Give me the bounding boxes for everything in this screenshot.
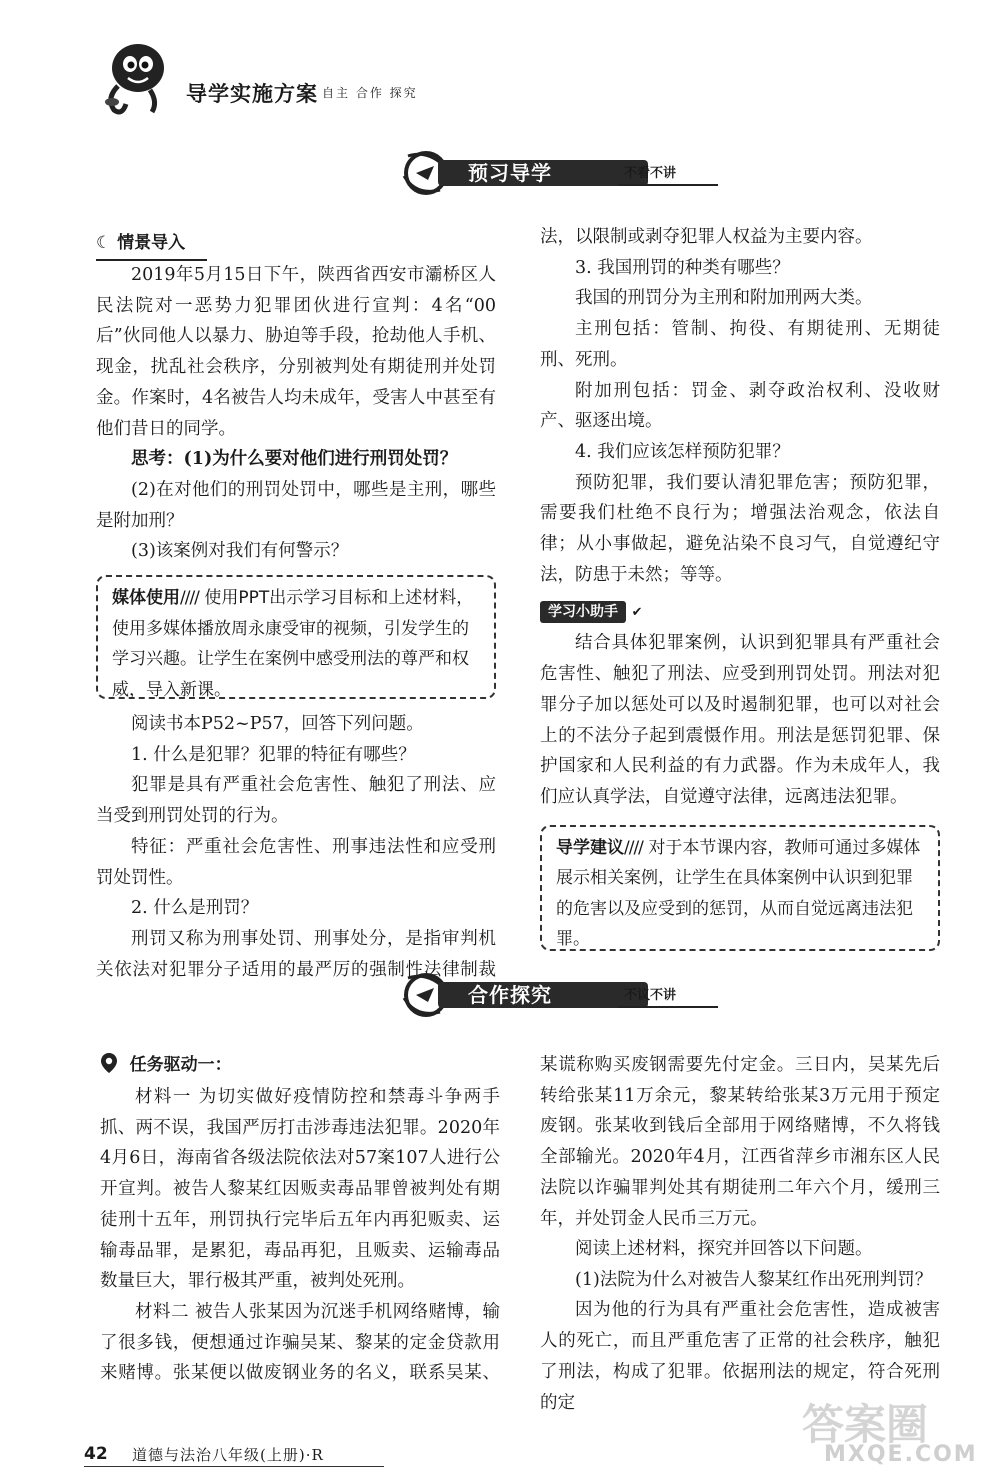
helper-text: 结合具体犯罪案例，认识到犯罪具有严重社会危害性、触犯了刑法、应受到刑罚处罚。刑法对犯罪分子加以惩处可以及时遏制犯罪，也可以对社会上的不法分子起到震慑作用。刑法是惩罚犯罪、保护国家和人民利益的有力武器。作为未成年人，我们应认真学法，自觉遵守法律，远离违法犯罪。 <box>540 633 940 807</box>
section-title: 合作探究 <box>468 983 552 1007</box>
reading-a3-additional: 附加刑包括：罚金、剥夺政治权利、没收财产、驱逐出境。 <box>540 380 940 432</box>
reading-intro: 阅读书本P52~P57，回答下列问题。 <box>131 714 424 735</box>
guide-box <box>540 825 940 951</box>
reading-a3-main: 我国的刑罚分为主刑和附加刑两大类。 <box>575 288 873 309</box>
banner-line <box>618 184 718 186</box>
reading-q4: 4. 我们应该怎样预防犯罪？ <box>575 441 790 462</box>
section-banner-explore <box>398 968 718 1022</box>
reading-a2-continued: 法，以限制或剥夺犯罪人权益为主要内容。 <box>540 227 873 247</box>
task-label: 任务驱动一： <box>129 1055 232 1075</box>
guide-box-label: 导学建议 <box>556 837 624 858</box>
reading-a1-features: 特征：严重社会危害性、刑事违法性和应受刑罚处罚性。 <box>96 836 496 888</box>
banner-line <box>618 1006 718 1008</box>
guide-box-text: 对于本节课内容，教师可通过多媒体展示相关案例，让学生在具体案例中认识到犯罪的危害以及应受到的惩罚，从而自觉远离违法犯罪。 <box>556 837 921 950</box>
location-pin-icon <box>100 1052 118 1074</box>
think-question-2: (2)在对他们的刑罚处罚中，哪些是主刑，哪些是附加刑？ <box>96 479 496 531</box>
media-box-label: 媒体使用 <box>112 588 180 609</box>
check-icon: ✔ <box>631 605 643 621</box>
page-number: 42 <box>84 1444 108 1464</box>
task-prompt: 阅读上述材料，探究并回答以下问题。 <box>575 1239 873 1259</box>
header-subtitle: 自主 合作 探究 <box>322 86 418 100</box>
helper-label: 学习小助手 <box>540 601 626 623</box>
material-1: 材料一 为切实做好疫情防控和禁毒斗争两手抓、两不误，我国严厉打击涉毒违法犯罪。2020年4月6日，海南省各级法院依法对57案107人进行公开宣判。被告人黎某红因贩卖毒品罪曾被判处有期徒刑十五年，刑罚执行完毕后五年内再犯贩卖、运输毒品罪，是累犯，毒品再犯，且贩卖、运输毒品数量巨大，罪行极其严重，被判处死刑。 <box>100 1087 500 1292</box>
task-a1: 因为他的行为具有严重社会危害性，造成被害人的死亡，而且严重危害了正常的社会秩序，触犯了刑法，构成了犯罪。依据刑法的规定，符合死刑的定 <box>540 1300 940 1413</box>
reading-q3: 3. 我国刑罚的种类有哪些？ <box>575 257 790 278</box>
footer-book-title: 道德与法治八年级(上册)·R <box>132 1446 324 1464</box>
reading-a4: 预防犯罪，我们要认清犯罪危害；预防犯罪，需要我们杜绝不良行为；增强法治观念，依法自律；从小事做起，避免沾染不良习气，自觉遵纪守法，防患于未然；等等。 <box>540 472 940 585</box>
think-question-3: (3)该案例对我们有何警示？ <box>131 541 349 562</box>
reading-q1: 1. 什么是犯罪？犯罪的特征有哪些？ <box>131 744 416 765</box>
intro-label: ☾ 情景导入 <box>96 228 207 261</box>
crescent-icon: ☾ <box>96 233 112 253</box>
header-title: 导学实施方案 <box>186 82 318 106</box>
mascot-logo <box>100 38 170 118</box>
section-subtitle: 不议不讲 <box>624 988 677 1003</box>
left-column-explore <box>100 1050 500 1389</box>
hatch-icon: //// <box>180 588 199 609</box>
reading-a3-principal: 主刑包括：管制、拘役、有期徒刑、无期徒刑、死刑。 <box>540 319 940 370</box>
right-column-explore <box>540 1050 940 1418</box>
reading-q2: 2. 什么是刑罚？ <box>131 898 259 919</box>
material-2: 材料二 被告人张某因为沉迷手机网络赌博，输了很多钱，便想通过诈骗吴某、黎某的定金贷款用来赌博。张某便以做废钢业务的名义，联系吴某、 <box>100 1301 500 1384</box>
reading-a1-definition: 犯罪是具有严重社会危害性、触犯了刑法、应当受到刑罚处罚的行为。 <box>96 775 496 827</box>
hatch-icon: //// <box>624 837 643 858</box>
think-question-1: 思考：(1)为什么要对他们进行刑罚处罚？ <box>131 449 458 470</box>
section-title: 预习导学 <box>468 161 552 185</box>
reading-a2: 刑罚又称为刑事处罚、刑事处分，是指审判机关依法对犯罪分子适用的最严厉的强制性法律制裁 <box>96 928 496 980</box>
section-banner-preview <box>398 146 718 200</box>
watermark-glyphs: 答案圈 <box>802 1400 929 1449</box>
media-box-text: 使用PPT出示学习目标和上述材料，使用多媒体播放周永康受审的视频，引发学生的学习兴趣。让学生在案例中感受刑法的尊严和权威，导入新课。 <box>112 588 474 700</box>
left-column-preview <box>96 228 496 984</box>
watermark-url: MXQE.COM <box>824 1442 978 1467</box>
footer-line <box>84 1466 384 1467</box>
material-2-continued: 某谎称购买废钢需要先付定金。三日内，吴某先后转给张某11万余元，黎某转给张某3万元用于预定废钢。张某收到钱后全部用于网络赌博，不久将钱全部输光。2020年4月，江西省萍乡市湘东区人民法院以诈骗罪判处其有期徒刑二年六个月，缓刑三年，并处罚金人民币三万元。 <box>540 1055 940 1229</box>
media-box <box>96 575 496 699</box>
watermark <box>792 1394 978 1472</box>
section-subtitle: 不看不讲 <box>624 166 677 181</box>
right-column-preview <box>540 222 940 951</box>
intro-paragraph: 2019年5月15日下午，陕西省西安市灞桥区人民法院对一恶势力犯罪团伙进行宣判：4名“00后”伙同他人以暴力、胁迫等手段，抢劫他人手机、现金，扰乱社会秩序，分别被判处有期徒刑并处罚金。作案时，4名被告人均未成年，受害人中甚至有他们昔日的同学。 <box>96 265 496 439</box>
task-q1: (1)法院为什么对被告人黎某红作出死刑判罚？ <box>575 1269 933 1290</box>
